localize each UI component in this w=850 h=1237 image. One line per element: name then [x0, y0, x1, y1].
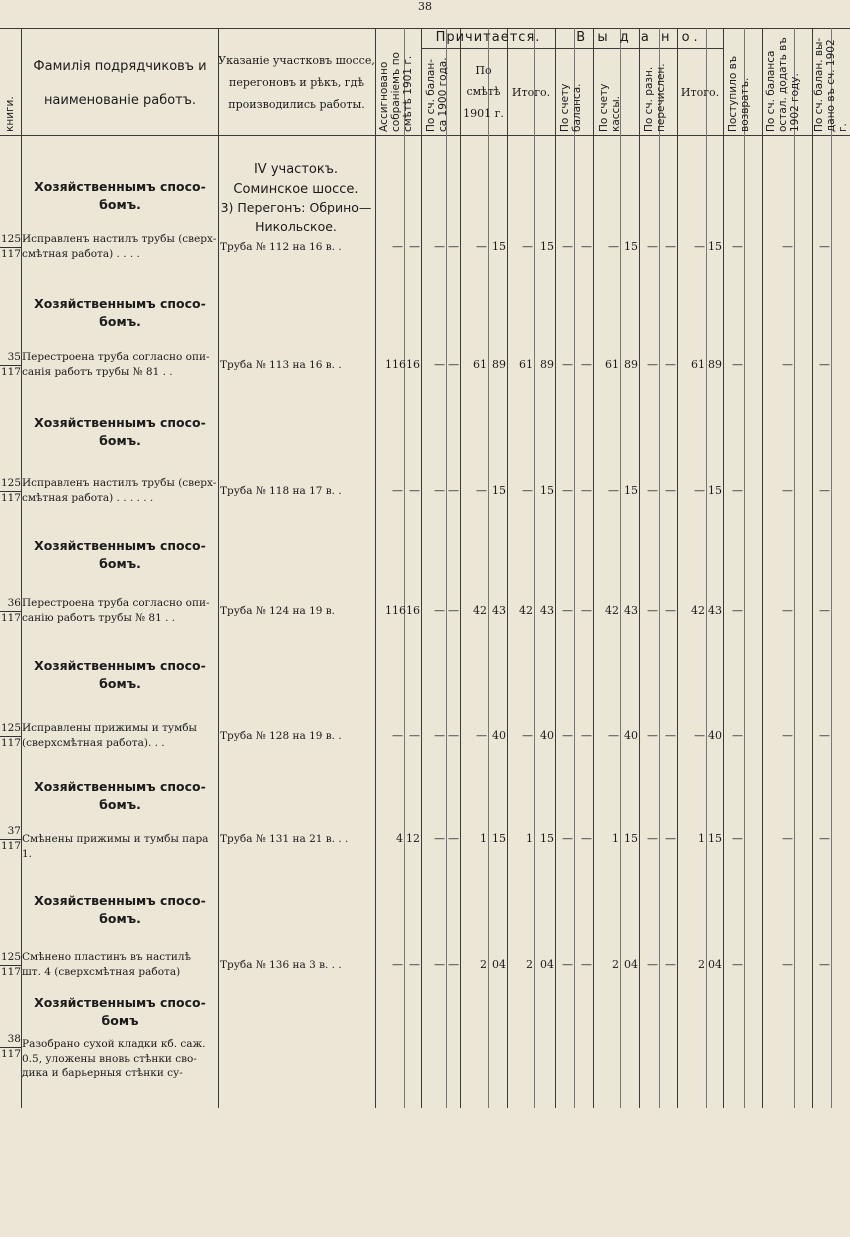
- amount-cell-iss-bal-r: —: [562, 484, 573, 497]
- amount-cell-due-bal-k: —: [448, 958, 459, 971]
- work-line: дика и барьерныя стѣнки су-: [22, 1067, 183, 1080]
- amount-cell-r1902: —: [819, 958, 830, 971]
- book-reference: [0, 1034, 21, 1060]
- book-reference: [0, 826, 21, 852]
- amount-cell-due-tot-k: 40: [540, 729, 554, 742]
- amount-cell-due-bal-k: —: [448, 832, 459, 845]
- amount-cell-iss-tot-r: —: [694, 240, 705, 253]
- book-ref-bottom: 117: [0, 491, 21, 504]
- location-header: [218, 50, 375, 116]
- amount-cell-iss-tr-r: —: [647, 484, 658, 497]
- amount-cell-iss-cash-r: 42: [605, 604, 619, 617]
- book-ref-top: 38: [7, 1033, 21, 1045]
- method-label-line: бомъ.: [99, 197, 141, 213]
- col-rule: [375, 28, 376, 1108]
- amount-cell-iss-cash-r: 2: [612, 958, 619, 971]
- amount-cell-iss-cash-r: —: [608, 484, 619, 497]
- amount-cell-due-tot-r: —: [522, 729, 533, 742]
- col-rule: [744, 28, 745, 1108]
- amount-cell-iss-cash-r: —: [608, 729, 619, 742]
- col-rule: [488, 28, 489, 1108]
- amount-cell-due-est-k: 04: [492, 958, 506, 971]
- work-location: Труба № 118 на 17 в. .: [220, 485, 342, 497]
- amount-cell-assigned-k: —: [409, 240, 420, 253]
- amount-cell-iss-bal-r: —: [562, 604, 573, 617]
- amount-cell-r1902: —: [819, 240, 830, 253]
- amount-cell-due-est-r: —: [476, 729, 487, 742]
- book-ref-bottom: 117: [0, 1047, 21, 1060]
- work-line: Смѣнено пластинъ въ настилѣ: [22, 951, 191, 963]
- method-label-line: бомъ.: [99, 676, 141, 692]
- col-rule: [534, 28, 535, 1108]
- name-header-line: наименованіе работъ.: [43, 92, 197, 108]
- amount-cell-ret: —: [732, 604, 743, 617]
- amount-cell-due-tot-k: 89: [540, 358, 554, 371]
- amount-cell-due-tot-r: —: [522, 484, 533, 497]
- method-label-line: Хозяйственнымъ спосо-: [34, 415, 206, 430]
- amount-cell-ret: —: [732, 484, 743, 497]
- method-label-line: Хозяйственнымъ спосо-: [34, 179, 206, 194]
- col-rule: [404, 28, 405, 1108]
- work-line: Перестроена труба согласно опи-: [22, 351, 210, 363]
- amount-cell-assigned-k: 12: [406, 832, 420, 845]
- amount-cell-iss-tot-r: 61: [691, 358, 705, 371]
- method-label-line: бомъ.: [99, 797, 141, 813]
- method-label-line: Хозяйственнымъ спосо-: [34, 995, 206, 1010]
- col-rule: [659, 28, 660, 1108]
- amount-cell-due-est-k: 89: [492, 358, 506, 371]
- amount-cell-due-bal-r: —: [434, 729, 445, 742]
- col-rule: [507, 28, 508, 1108]
- amount-cell-due-bal-k: —: [448, 240, 459, 253]
- amount-cell-iss-tr-k: —: [665, 240, 676, 253]
- book-ref-bottom: 117: [0, 247, 21, 260]
- method-label-line: бомъ.: [99, 556, 141, 572]
- amount-cell-due-tot-r: 1: [526, 832, 533, 845]
- location-header-line: Указаніе участковъ шоссе,: [218, 54, 375, 67]
- amount-cell-iss-tr-r: —: [647, 729, 658, 742]
- work-description: [22, 721, 218, 750]
- amount-cell-due-tot-k: 15: [540, 240, 554, 253]
- work-location: Труба № 112 на 16 в. .: [220, 241, 342, 253]
- amount-cell-due-est-k: 43: [492, 604, 506, 617]
- amount-cell-r1902: —: [819, 729, 830, 742]
- work-line: 0.5, уложены вновь стѣнки сво-: [22, 1052, 197, 1065]
- amount-cell-rem: —: [782, 958, 793, 971]
- book-ref-top: 125: [0, 477, 21, 489]
- work-description: [22, 950, 218, 979]
- amount-cell-due-tot-k: 04: [540, 958, 554, 971]
- amount-cell-rem: —: [782, 240, 793, 253]
- amount-cell-rem: —: [782, 484, 793, 497]
- col-rule: [639, 28, 640, 1108]
- work-line: Разобрано сухой кладки кб. саж.: [22, 1038, 206, 1050]
- work-line: Исправленъ настилъ трубы (сверх-: [22, 233, 217, 245]
- book-header: книги.: [4, 96, 16, 132]
- col-rule: [446, 28, 447, 1108]
- amount-cell-assigned-r: —: [392, 958, 403, 971]
- work-line: Исправлены прижимы и тумбы: [22, 722, 197, 734]
- amount-cell-due-tot-r: 42: [519, 604, 533, 617]
- work-description: [22, 1037, 218, 1081]
- amount-cell-iss-tr-r: —: [647, 240, 658, 253]
- book-ref-top: 125: [0, 951, 21, 963]
- method-label: [22, 295, 218, 331]
- amount-cell-iss-bal-r: —: [562, 729, 573, 742]
- amount-cell-rem: —: [782, 832, 793, 845]
- amount-cell-iss-bal-r: —: [562, 240, 573, 253]
- amount-cell-iss-cash-r: —: [608, 240, 619, 253]
- col-rule: [421, 28, 422, 1108]
- amount-cell-due-bal-k: —: [448, 604, 459, 617]
- method-label-line: Хозяйственнымъ спосо-: [34, 296, 206, 311]
- due-estimate-header-line: По: [475, 64, 492, 77]
- amount-cell-assigned-k: —: [409, 484, 420, 497]
- work-description: [22, 832, 218, 861]
- name-header: [22, 50, 218, 118]
- section-road: Соминское шоссе.: [233, 181, 359, 197]
- amount-cell-due-est-r: 61: [473, 358, 487, 371]
- book-reference: [0, 352, 21, 378]
- returned-header: Поступило въ возвратъ.: [727, 55, 752, 132]
- amount-cell-due-bal-r: —: [434, 958, 445, 971]
- amount-cell-iss-tot-k: 04: [708, 958, 722, 971]
- col-rule: [831, 28, 832, 1108]
- method-label-line: бомъ.: [99, 433, 141, 449]
- work-description: [22, 596, 218, 625]
- col-rule: [460, 28, 461, 1108]
- due-estimate-header-line: 1901 г.: [463, 106, 504, 120]
- amount-cell-iss-tot-k: 89: [708, 358, 722, 371]
- amount-cell-iss-bal-k: —: [581, 484, 592, 497]
- balance-remaining-header: По сч. баланса остал. додать въ 1902 году.: [765, 37, 802, 132]
- assigned-header: Ассигновано собраніемъ по смѣтѣ 1901 г.: [378, 52, 415, 132]
- method-label: [22, 778, 218, 814]
- page-number: 38: [418, 0, 432, 13]
- amount-cell-due-bal-k: —: [448, 358, 459, 371]
- book-ref-bottom: 117: [0, 365, 21, 378]
- work-description: [22, 476, 218, 505]
- amount-cell-due-est-k: 15: [492, 240, 506, 253]
- issued-balance-header: По счету баланса.: [559, 83, 584, 132]
- book-reference: [0, 478, 21, 504]
- amount-cell-iss-bal-k: —: [581, 729, 592, 742]
- method-label-line: бомъ: [101, 1013, 139, 1029]
- amount-cell-iss-cash-k: 43: [624, 604, 638, 617]
- amount-cell-due-bal-r: —: [434, 604, 445, 617]
- col-rule: [794, 28, 795, 1108]
- amount-cell-assigned-k: 16: [406, 604, 420, 617]
- col-rule: [620, 28, 621, 1108]
- work-line: Перестроена труба согласно опи-: [22, 597, 210, 609]
- amount-cell-iss-tot-k: 15: [708, 484, 722, 497]
- book-ref-bottom: 117: [0, 965, 21, 978]
- due-total-header: Итого.: [511, 86, 551, 99]
- amount-cell-iss-tot-k: 15: [708, 832, 722, 845]
- amount-cell-iss-tr-r: —: [647, 358, 658, 371]
- book-ref-bottom: 117: [0, 611, 21, 624]
- amount-cell-iss-tr-r: —: [647, 832, 658, 845]
- amount-cell-iss-cash-r: 61: [605, 358, 619, 371]
- method-label: [22, 994, 218, 1030]
- amount-cell-due-est-r: —: [476, 240, 487, 253]
- amount-cell-iss-bal-k: —: [581, 604, 592, 617]
- book-ref-bottom: 117: [0, 736, 21, 749]
- location-header-line: производились работы.: [228, 98, 365, 111]
- amount-cell-due-bal-k: —: [448, 484, 459, 497]
- method-label-line: бомъ.: [99, 911, 141, 927]
- issued-cash-header: По счету кассы.: [598, 83, 623, 132]
- col-rule: [812, 28, 813, 1108]
- book-ref-top: 125: [0, 233, 21, 245]
- amount-cell-assigned-r: 116: [385, 358, 406, 371]
- amount-cell-assigned-r: —: [392, 729, 403, 742]
- due-estimate-header: [460, 60, 507, 124]
- col-rule: [574, 28, 575, 1108]
- amount-cell-due-tot-r: 61: [519, 358, 533, 371]
- amount-cell-due-bal-r: —: [434, 832, 445, 845]
- amount-cell-rem: —: [782, 729, 793, 742]
- col-rule: [593, 28, 594, 1108]
- amount-cell-iss-bal-r: —: [562, 958, 573, 971]
- work-description: [22, 232, 218, 261]
- method-label: [22, 178, 218, 214]
- amount-cell-ret: —: [732, 358, 743, 371]
- amount-cell-assigned-r: —: [392, 240, 403, 253]
- amount-cell-iss-cash-k: 15: [624, 832, 638, 845]
- work-line: санія работъ трубы № 81 . .: [22, 365, 173, 378]
- method-label: [22, 414, 218, 450]
- amount-cell-iss-cash-k: 89: [624, 358, 638, 371]
- book-reference: [0, 234, 21, 260]
- amount-cell-due-tot-r: —: [522, 240, 533, 253]
- book-reference: [0, 952, 21, 978]
- work-location: Труба № 124 на 19 в.: [220, 605, 336, 617]
- name-header-line: Фамилія подрядчиковъ и: [33, 59, 207, 74]
- book-ref-bottom: 117: [0, 839, 21, 852]
- section-title: IV участокъ.: [253, 162, 339, 177]
- work-description: [22, 350, 218, 379]
- balance-1902-header: По сч. балан. вы-дано въ сч. 1902 г.: [813, 37, 850, 132]
- amount-cell-due-bal-k: —: [448, 729, 459, 742]
- col-rule: [706, 28, 707, 1108]
- amount-cell-due-tot-k: 43: [540, 604, 554, 617]
- amount-cell-iss-bal-k: —: [581, 832, 592, 845]
- location-header-line: перегоновъ и рѣкъ, гдѣ: [229, 76, 364, 89]
- amount-cell-due-est-k: 15: [492, 484, 506, 497]
- col-rule: [677, 28, 678, 1108]
- method-label-line: Хозяйственнымъ спосо-: [34, 658, 206, 673]
- book-ref-top: 35: [7, 351, 21, 363]
- amount-cell-due-bal-r: —: [434, 240, 445, 253]
- amount-cell-ret: —: [732, 240, 743, 253]
- amount-cell-due-bal-r: —: [434, 358, 445, 371]
- issued-group-header: В ы д а н о.: [576, 30, 702, 45]
- amount-cell-rem: —: [782, 358, 793, 371]
- book-reference: [0, 723, 21, 749]
- amount-cell-iss-tr-k: —: [665, 832, 676, 845]
- amount-cell-iss-tot-k: 43: [708, 604, 722, 617]
- amount-cell-iss-tr-k: —: [665, 604, 676, 617]
- work-line: шт. 4 (сверхсмѣтная работа): [22, 965, 181, 978]
- amount-cell-r1902: —: [819, 832, 830, 845]
- due-group-header: Причитается.: [435, 30, 541, 45]
- amount-cell-r1902: —: [819, 358, 830, 371]
- amount-cell-iss-bal-r: —: [562, 832, 573, 845]
- section-title-block: [218, 160, 374, 237]
- work-location: Труба № 131 на 21 в. . .: [220, 833, 349, 845]
- method-label-line: бомъ.: [99, 314, 141, 330]
- work-line: смѣтная работа) . . . .: [22, 247, 140, 260]
- amount-cell-assigned-r: 4: [396, 832, 403, 845]
- amount-cell-iss-tot-k: 40: [708, 729, 722, 742]
- amount-cell-iss-bal-k: —: [581, 958, 592, 971]
- work-line: смѣтная работа) . . . . . .: [22, 491, 154, 504]
- amount-cell-iss-cash-r: 1: [612, 832, 619, 845]
- amount-cell-iss-bal-k: —: [581, 240, 592, 253]
- amount-cell-iss-bal-r: —: [562, 358, 573, 371]
- book-ref-top: 36: [7, 597, 21, 609]
- amount-cell-assigned-r: —: [392, 484, 403, 497]
- col-rule: [555, 28, 556, 1108]
- amount-cell-due-est-k: 15: [492, 832, 506, 845]
- amount-cell-due-bal-r: —: [434, 484, 445, 497]
- issued-transfers-header: По сч. разн. перечислен.: [643, 63, 668, 132]
- method-label-line: Хозяйственнымъ спосо-: [34, 893, 206, 908]
- amount-cell-iss-tr-k: —: [665, 729, 676, 742]
- col-rule: [762, 28, 763, 1108]
- work-line: (сверхсмѣтная работа). . .: [22, 736, 165, 749]
- amount-cell-iss-tr-k: —: [665, 958, 676, 971]
- due-balance-header: По сч. балан-са 1900 года.: [425, 57, 450, 132]
- amount-cell-iss-tot-r: —: [694, 484, 705, 497]
- amount-cell-iss-tot-r: —: [694, 729, 705, 742]
- amount-cell-iss-cash-k: 04: [624, 958, 638, 971]
- amount-cell-due-est-r: —: [476, 484, 487, 497]
- amount-cell-ret: —: [732, 729, 743, 742]
- work-line: Исправленъ настилъ трубы (сверх-: [22, 477, 217, 489]
- amount-cell-assigned-r: 116: [385, 604, 406, 617]
- amount-cell-r1902: —: [819, 484, 830, 497]
- amount-cell-iss-cash-k: 15: [624, 484, 638, 497]
- amount-cell-r1902: —: [819, 604, 830, 617]
- work-line: Смѣнены прижимы и тумбы пара 1.: [22, 833, 209, 860]
- book-reference: [0, 598, 21, 624]
- amount-cell-due-est-k: 40: [492, 729, 506, 742]
- method-label: [22, 657, 218, 693]
- amount-cell-iss-tot-r: 42: [691, 604, 705, 617]
- amount-cell-due-tot-r: 2: [526, 958, 533, 971]
- amount-cell-iss-cash-k: 15: [624, 240, 638, 253]
- method-label-line: Хозяйственнымъ спосо-: [34, 538, 206, 553]
- work-location: Труба № 128 на 19 в. .: [220, 730, 342, 742]
- amount-cell-assigned-k: —: [409, 958, 420, 971]
- amount-cell-due-est-r: 42: [473, 604, 487, 617]
- amount-cell-ret: —: [732, 958, 743, 971]
- amount-cell-assigned-k: —: [409, 729, 420, 742]
- book-ref-top: 37: [7, 825, 21, 837]
- amount-cell-iss-tot-r: 2: [698, 958, 705, 971]
- due-estimate-header-line: смѣтѣ: [466, 85, 501, 99]
- amount-cell-due-est-r: 1: [480, 832, 487, 845]
- work-line: санію работъ трубы № 81 . .: [22, 611, 176, 624]
- amount-cell-due-tot-k: 15: [540, 484, 554, 497]
- work-location: Труба № 136 на 3 в. . .: [220, 959, 342, 971]
- col-rule: [723, 28, 724, 1108]
- issued-total-header: Итого.: [680, 86, 720, 99]
- amount-cell-assigned-k: 16: [406, 358, 420, 371]
- method-label: [22, 892, 218, 928]
- amount-cell-iss-cash-k: 40: [624, 729, 638, 742]
- section-stretch: 3) Перегонъ: Обрино— Никольское.: [220, 200, 372, 234]
- amount-cell-iss-bal-k: —: [581, 358, 592, 371]
- amount-cell-iss-tr-r: —: [647, 958, 658, 971]
- amount-cell-iss-tot-k: 15: [708, 240, 722, 253]
- amount-cell-due-est-r: 2: [480, 958, 487, 971]
- amount-cell-due-tot-k: 15: [540, 832, 554, 845]
- amount-cell-rem: —: [782, 604, 793, 617]
- method-label: [22, 537, 218, 573]
- method-label-line: Хозяйственнымъ спосо-: [34, 779, 206, 794]
- work-location: Труба № 113 на 16 в. .: [220, 359, 342, 371]
- amount-cell-iss-tr-r: —: [647, 604, 658, 617]
- amount-cell-ret: —: [732, 832, 743, 845]
- book-ref-top: 125: [0, 722, 21, 734]
- amount-cell-iss-tr-k: —: [665, 358, 676, 371]
- amount-cell-iss-tr-k: —: [665, 484, 676, 497]
- amount-cell-iss-tot-r: 1: [698, 832, 705, 845]
